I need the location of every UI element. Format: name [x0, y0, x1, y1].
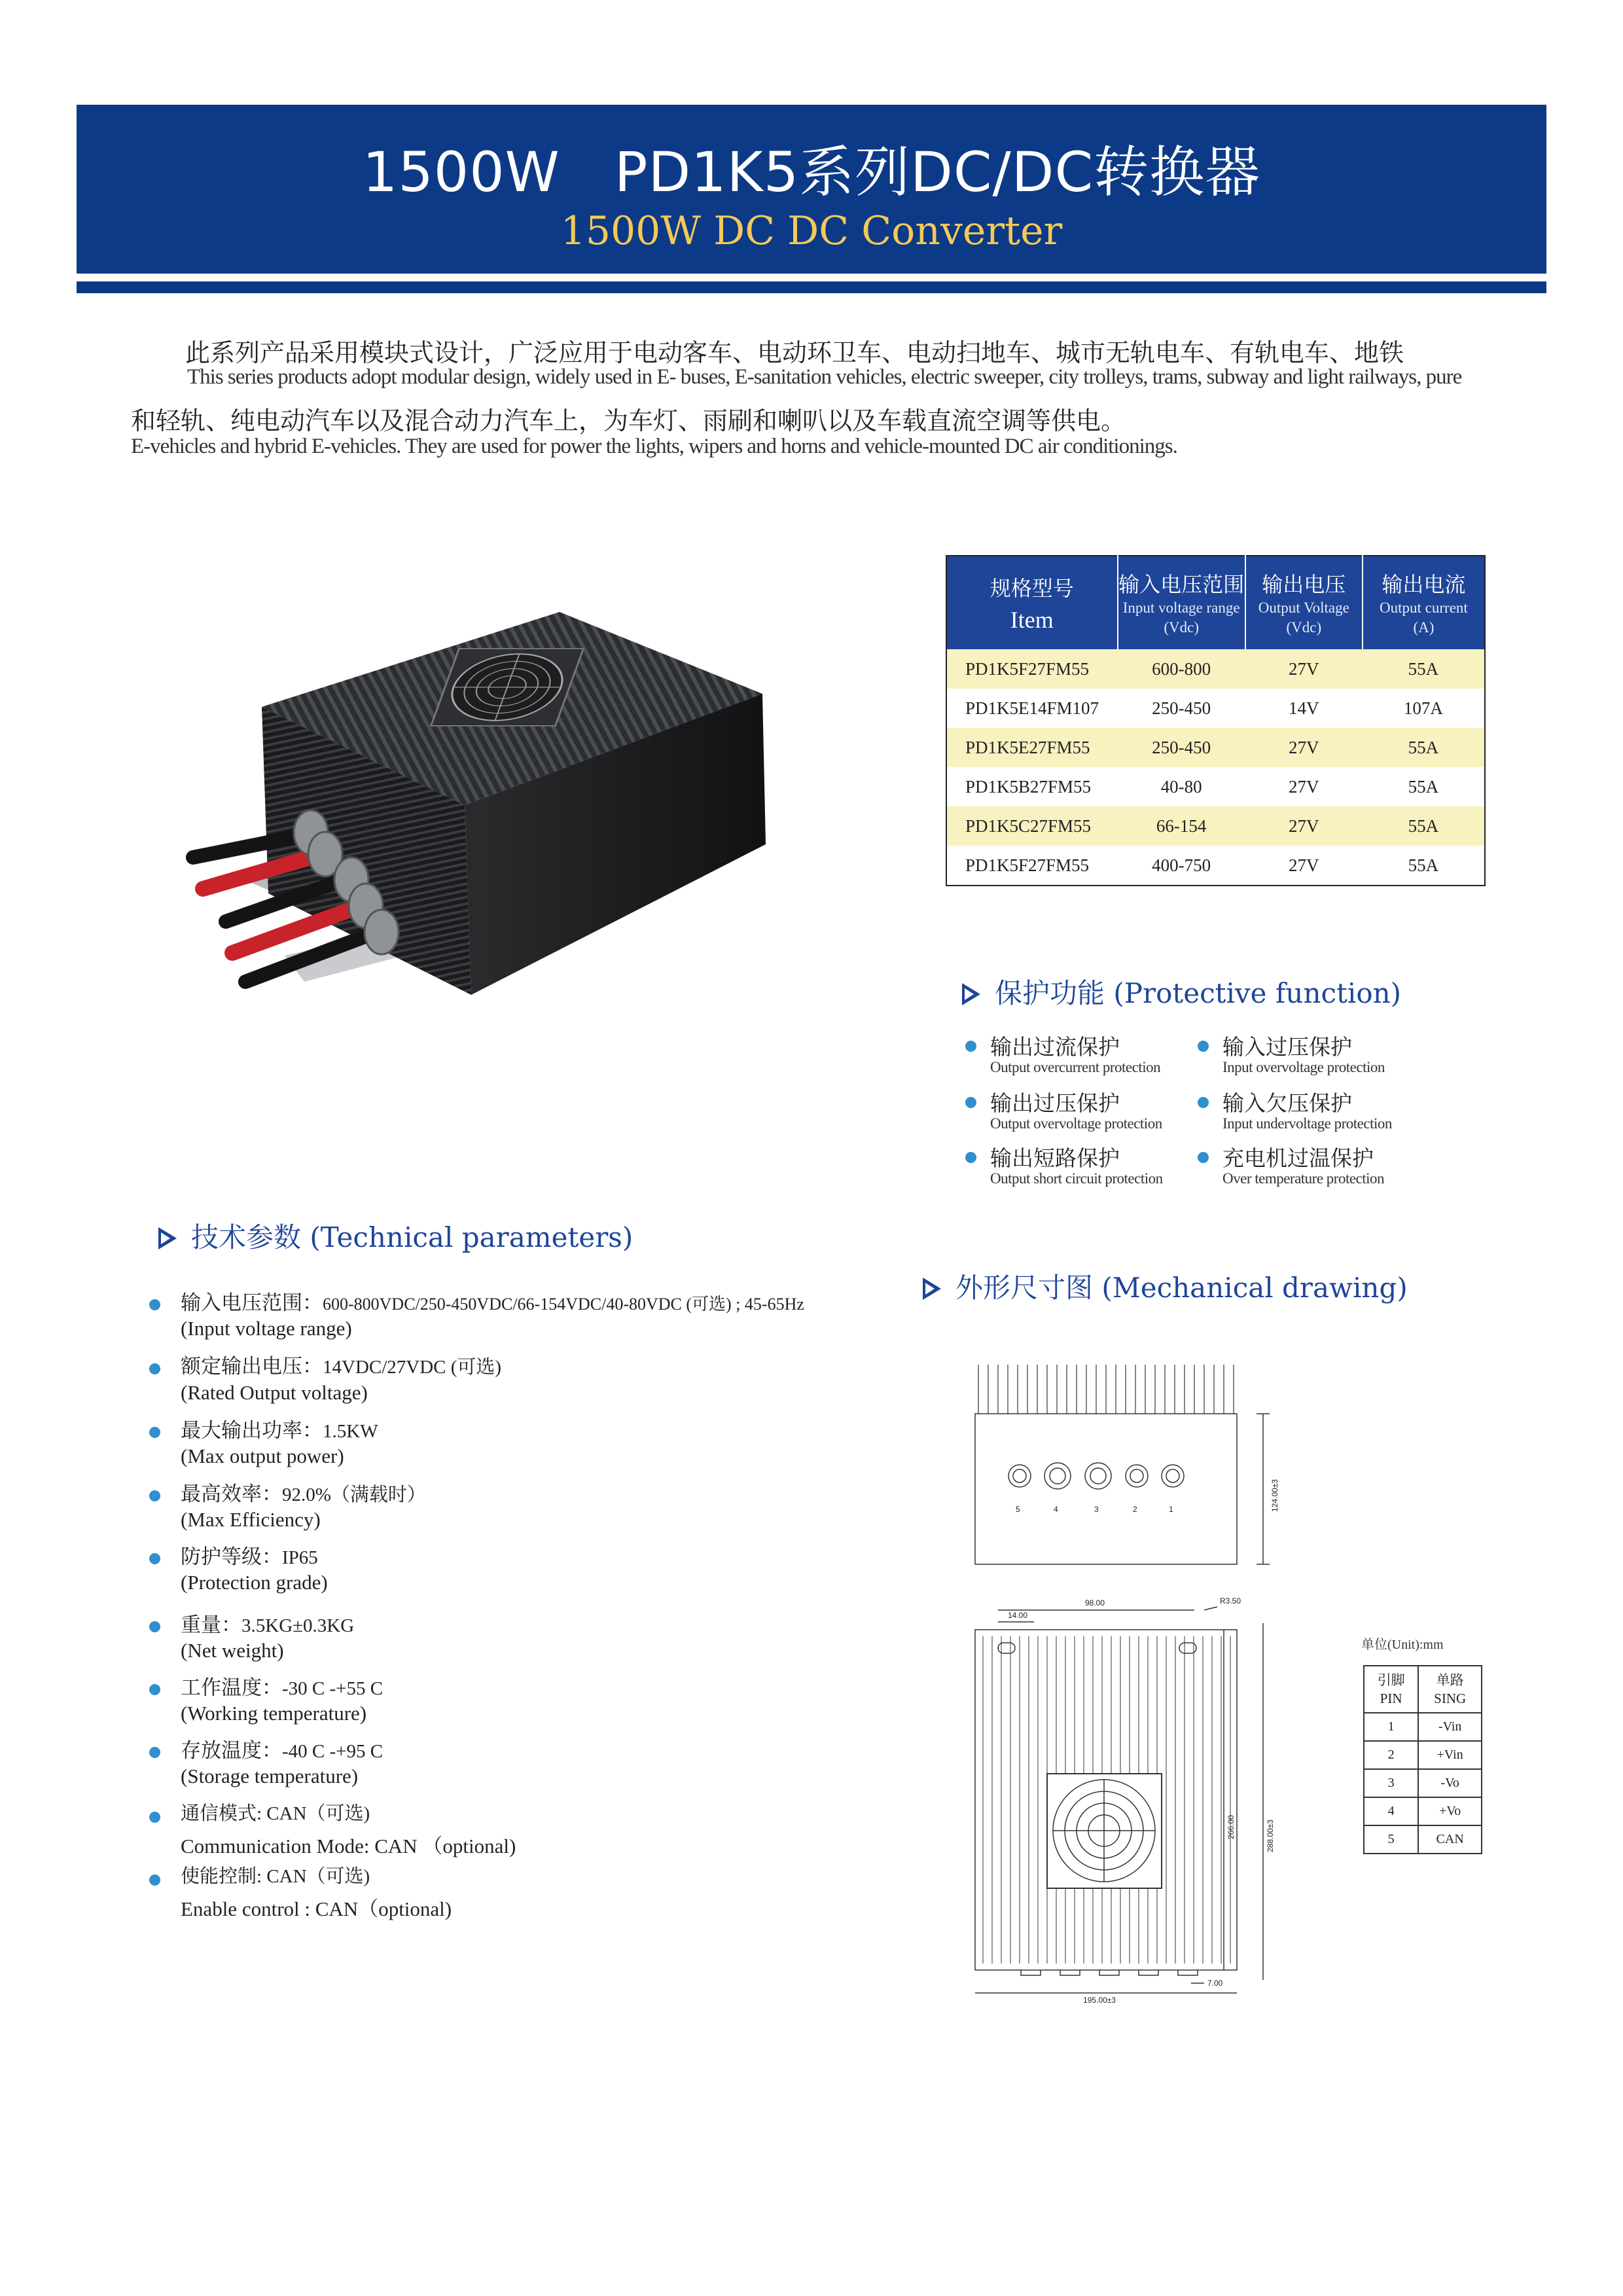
bullet-icon [149, 1427, 160, 1438]
spec-header-current: 输出电流 Output current (A) [1363, 556, 1485, 649]
port-number: 2 [1133, 1505, 1137, 1514]
bullet-icon [149, 1747, 160, 1758]
param-en: (Input voltage range) [181, 1317, 352, 1340]
product-image [115, 589, 841, 1060]
dim-width: 195.00±3 [1083, 1996, 1116, 2003]
param-label: 防护等级：IP65 [181, 1545, 318, 1569]
param-label: 重量：3.5KG±0.3KG [181, 1613, 355, 1637]
param-en: Enable control : CAN（optional) [181, 1897, 452, 1920]
param-en: (Rated Output voltage) [181, 1381, 368, 1404]
param-label: 最高效率：92.0%（满载时） [181, 1482, 426, 1506]
param-label: 最大输出功率：1.5KW [181, 1419, 378, 1443]
bullet-icon [1198, 1097, 1209, 1108]
param-en: (Working temperature) [181, 1702, 367, 1725]
intro-line2-cn: 和轻轨、纯电动汽车以及混合动力汽车上，为车灯、雨刷和喇叭以及车载直流空调等供电。 [131, 406, 1126, 435]
table-row: 1 -Vin [1364, 1713, 1482, 1741]
dim-offset: 14.00 [1008, 1611, 1028, 1620]
bullet-icon [149, 1684, 160, 1695]
param-label: 通信模式: CAN（可选) [181, 1803, 370, 1824]
dim-outer-length: 288.00±3 [1266, 1820, 1275, 1852]
param-en: (Protection grade) [181, 1571, 328, 1594]
param-en: (Net weight) [181, 1639, 284, 1662]
page-subtitle: 1500W DC DC Converter [560, 208, 1063, 254]
bullet-icon [965, 1152, 976, 1163]
triangle-icon [923, 1278, 941, 1300]
port-number: 1 [1169, 1505, 1173, 1514]
protective-section-title: 保护功能 (Protective function) [962, 972, 1401, 1011]
protective-item-en: Output short circuit protection [990, 1170, 1163, 1187]
table-row: 2 +Vin [1364, 1741, 1482, 1769]
table-row: 4 +Vo [1364, 1797, 1482, 1825]
protective-item-en: Output overvoltage protection [990, 1115, 1162, 1132]
param-label: 工作温度：-30 C -+55 C [181, 1676, 383, 1700]
bullet-icon [149, 1812, 160, 1823]
intro-line1-cn: 此系列产品采用模块式设计，广泛应用于电动客车、电动环卫车、电动扫地车、城市无轨电车、有轨电车、地铁 [185, 338, 1404, 367]
table-row: PD1K5B27FM55 40-80 27V 55A [965, 776, 1439, 797]
intro-line1-en: This series products adopt modular design, widely used in E- buses, E-sanitation vehicles, electric sweeper, city trolleys, trams, subway and light railways, pure [187, 365, 1462, 389]
protective-item-en: Output overcurrent protection [990, 1059, 1161, 1075]
param-en: (Storage temperature) [181, 1765, 359, 1787]
bullet-icon [965, 1041, 976, 1052]
protective-item-cn: 输入欠压保护 [1222, 1090, 1352, 1116]
spec-header-voltage: 输出电压 Output Voltage (Vdc) [1245, 556, 1363, 649]
protective-item-cn: 输出过流保护 [990, 1034, 1120, 1060]
bullet-icon [149, 1553, 160, 1564]
header-underline [77, 281, 1546, 293]
pin-header: 引脚 PIN [1364, 1666, 1418, 1713]
protective-item-cn: 输入过压保护 [1222, 1034, 1352, 1060]
protective-item-cn: 输出短路保护 [990, 1145, 1120, 1171]
protective-item-cn: 输出过压保护 [990, 1090, 1120, 1116]
bullet-icon [965, 1097, 976, 1108]
bullet-icon [149, 1363, 160, 1374]
table-row: PD1K5E27FM55 250-450 27V 55A [946, 728, 1485, 767]
spec-table [946, 555, 1486, 886]
table-row: PD1K5F27FM55 600-800 27V 55A [946, 649, 1485, 689]
pin-table [1363, 1665, 1482, 1854]
triangle-icon [962, 983, 980, 1005]
param-label: 存放温度：-40 C -+95 C [181, 1739, 383, 1763]
spec-header-input: 输入电压范围 Input voltage range (Vdc) [1118, 556, 1245, 649]
bullet-icon [1198, 1041, 1209, 1052]
port-number: 3 [1094, 1505, 1099, 1514]
port-number: 4 [1054, 1505, 1058, 1514]
dim-gap: 7.00 [1207, 1979, 1223, 1988]
param-label: 额定输出电压：14VDC/27VDC (可选) [181, 1355, 502, 1378]
front-view-body [975, 1414, 1237, 1564]
bullet-icon [149, 1874, 160, 1886]
intro-line2-en: E-vehicles and hybrid E-vehicles. They are used for power the lights, wipers and horns and vehicle-mounted DC air conditionings. [131, 435, 1177, 458]
param-label: 输入电压范围：600-800VDC/250-450VDC/66-154VDC/40-80VDC (可选) ; 45-65Hz [181, 1291, 804, 1315]
protective-item-cn: 充电机过温保护 [1222, 1145, 1374, 1171]
table-row: 3 -Vo [1364, 1769, 1482, 1797]
param-en: (Max output power) [181, 1444, 344, 1467]
spec-header-item: 规格型号 Item [946, 556, 1118, 649]
table-row: 5 CAN [1364, 1825, 1482, 1854]
mechanical-section-title: 外形尺寸图 (Mechanical drawing) [923, 1266, 1408, 1306]
param-label: 使能控制: CAN（可选) [181, 1866, 370, 1887]
protective-item-en: Input overvoltage protection [1222, 1059, 1385, 1075]
bullet-icon [149, 1299, 160, 1310]
page-title: 1500W PD1K5系列DC/DC转换器 [362, 140, 1261, 204]
technical-section-title: 技术参数 (Technical parameters) [158, 1216, 633, 1255]
table-row: PD1K5E14FM107 250-450 14V 107A [965, 698, 1443, 718]
protective-item-en: Input undervoltage protection [1222, 1115, 1392, 1132]
dim-width-top: 98.00 [1085, 1598, 1105, 1607]
bullet-icon [1198, 1152, 1209, 1163]
table-row: PD1K5C27FM55 66-154 27V 55A [946, 806, 1485, 846]
triangle-icon [158, 1227, 177, 1249]
mechanical-drawing [942, 1355, 1309, 2003]
bullet-icon [149, 1621, 160, 1632]
dim-height: 124.00±3 [1270, 1479, 1279, 1512]
port-number: 5 [1016, 1505, 1020, 1514]
param-en: (Max Efficiency) [181, 1508, 321, 1531]
param-en: Communication Mode: CAN （optional) [181, 1835, 516, 1857]
dim-inner-length: 266.00 [1226, 1815, 1236, 1839]
protective-item-en: Over temperature protection [1222, 1170, 1385, 1187]
unit-label: 单位(Unit):mm [1361, 1638, 1444, 1652]
dim-radius: R3.50 [1220, 1596, 1241, 1605]
bullet-icon [149, 1490, 160, 1501]
table-row: PD1K5F27FM55 400-750 27V 55A [965, 855, 1439, 875]
signal-header: 单路 SING [1418, 1666, 1482, 1713]
